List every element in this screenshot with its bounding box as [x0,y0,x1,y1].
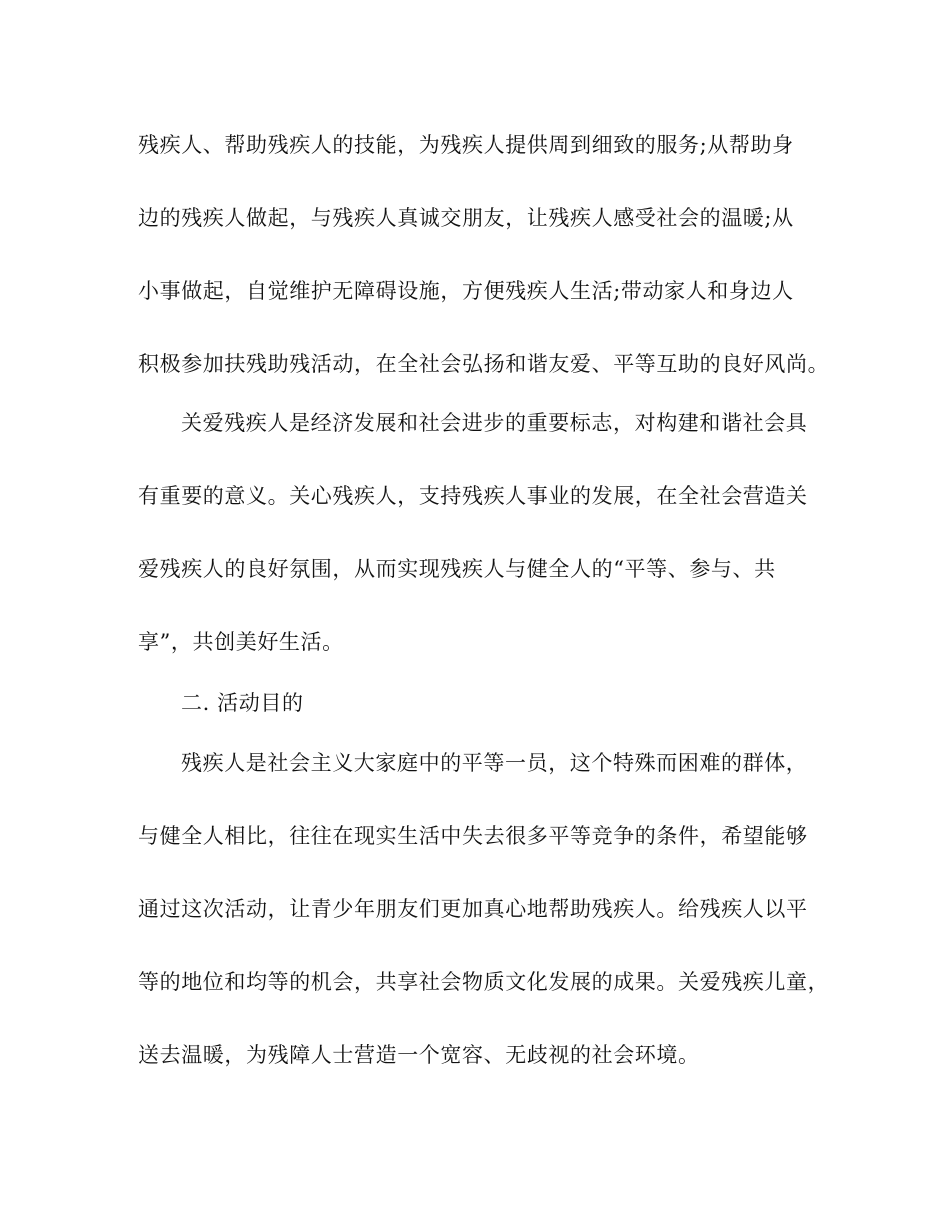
text-line: 关爱残疾人是经济发展和社会进步的重要标志，对构建和谐社会具 [181,411,808,435]
text-line: 送去温暖，为残障人士营造一个宽容、无歧视的社会环境。 [138,1043,700,1067]
text-line: 边的残疾人做起，与残疾人真诚交朋友，让残疾人感受社会的温暖;从 [138,206,794,230]
text-line: 享”，共创美好生活。 [138,630,344,654]
text-line: 有重要的意义。关心残疾人，支持残疾人事业的发展，在全社会营造关 [138,484,808,508]
text-line: 与健全人相比，往往在现实生活中失去很多平等竞争的条件，希望能够 [138,824,808,848]
text-line: 积极参加扶残助残活动，在全社会弘扬和谐友爱、平等互助的良好风尚。 [138,352,830,376]
text-line: 残疾人是社会主义大家庭中的平等一员，这个特殊而困难的群体， [181,751,808,775]
section-heading: 二. 活动目的 [181,691,304,715]
text-line: 等的地位和均等的机会，共享社会物质文化发展的成果。关爱残疾儿童， [138,970,830,994]
text-line: 残疾人、帮助残疾人的技能，为残疾人提供周到细致的服务;从帮助身 [138,133,794,157]
text-line: 小事做起，自觉维护无障碍设施，方便残疾人生活;带动家人和身边人 [138,279,794,303]
text-line: 爱残疾人的良好氛围，从而实现残疾人与健全人的“平等、参与、共 [138,557,776,581]
text-line: 通过这次活动，让青少年朋友们更加真心地帮助残疾人。给残疾人以平 [138,897,808,921]
